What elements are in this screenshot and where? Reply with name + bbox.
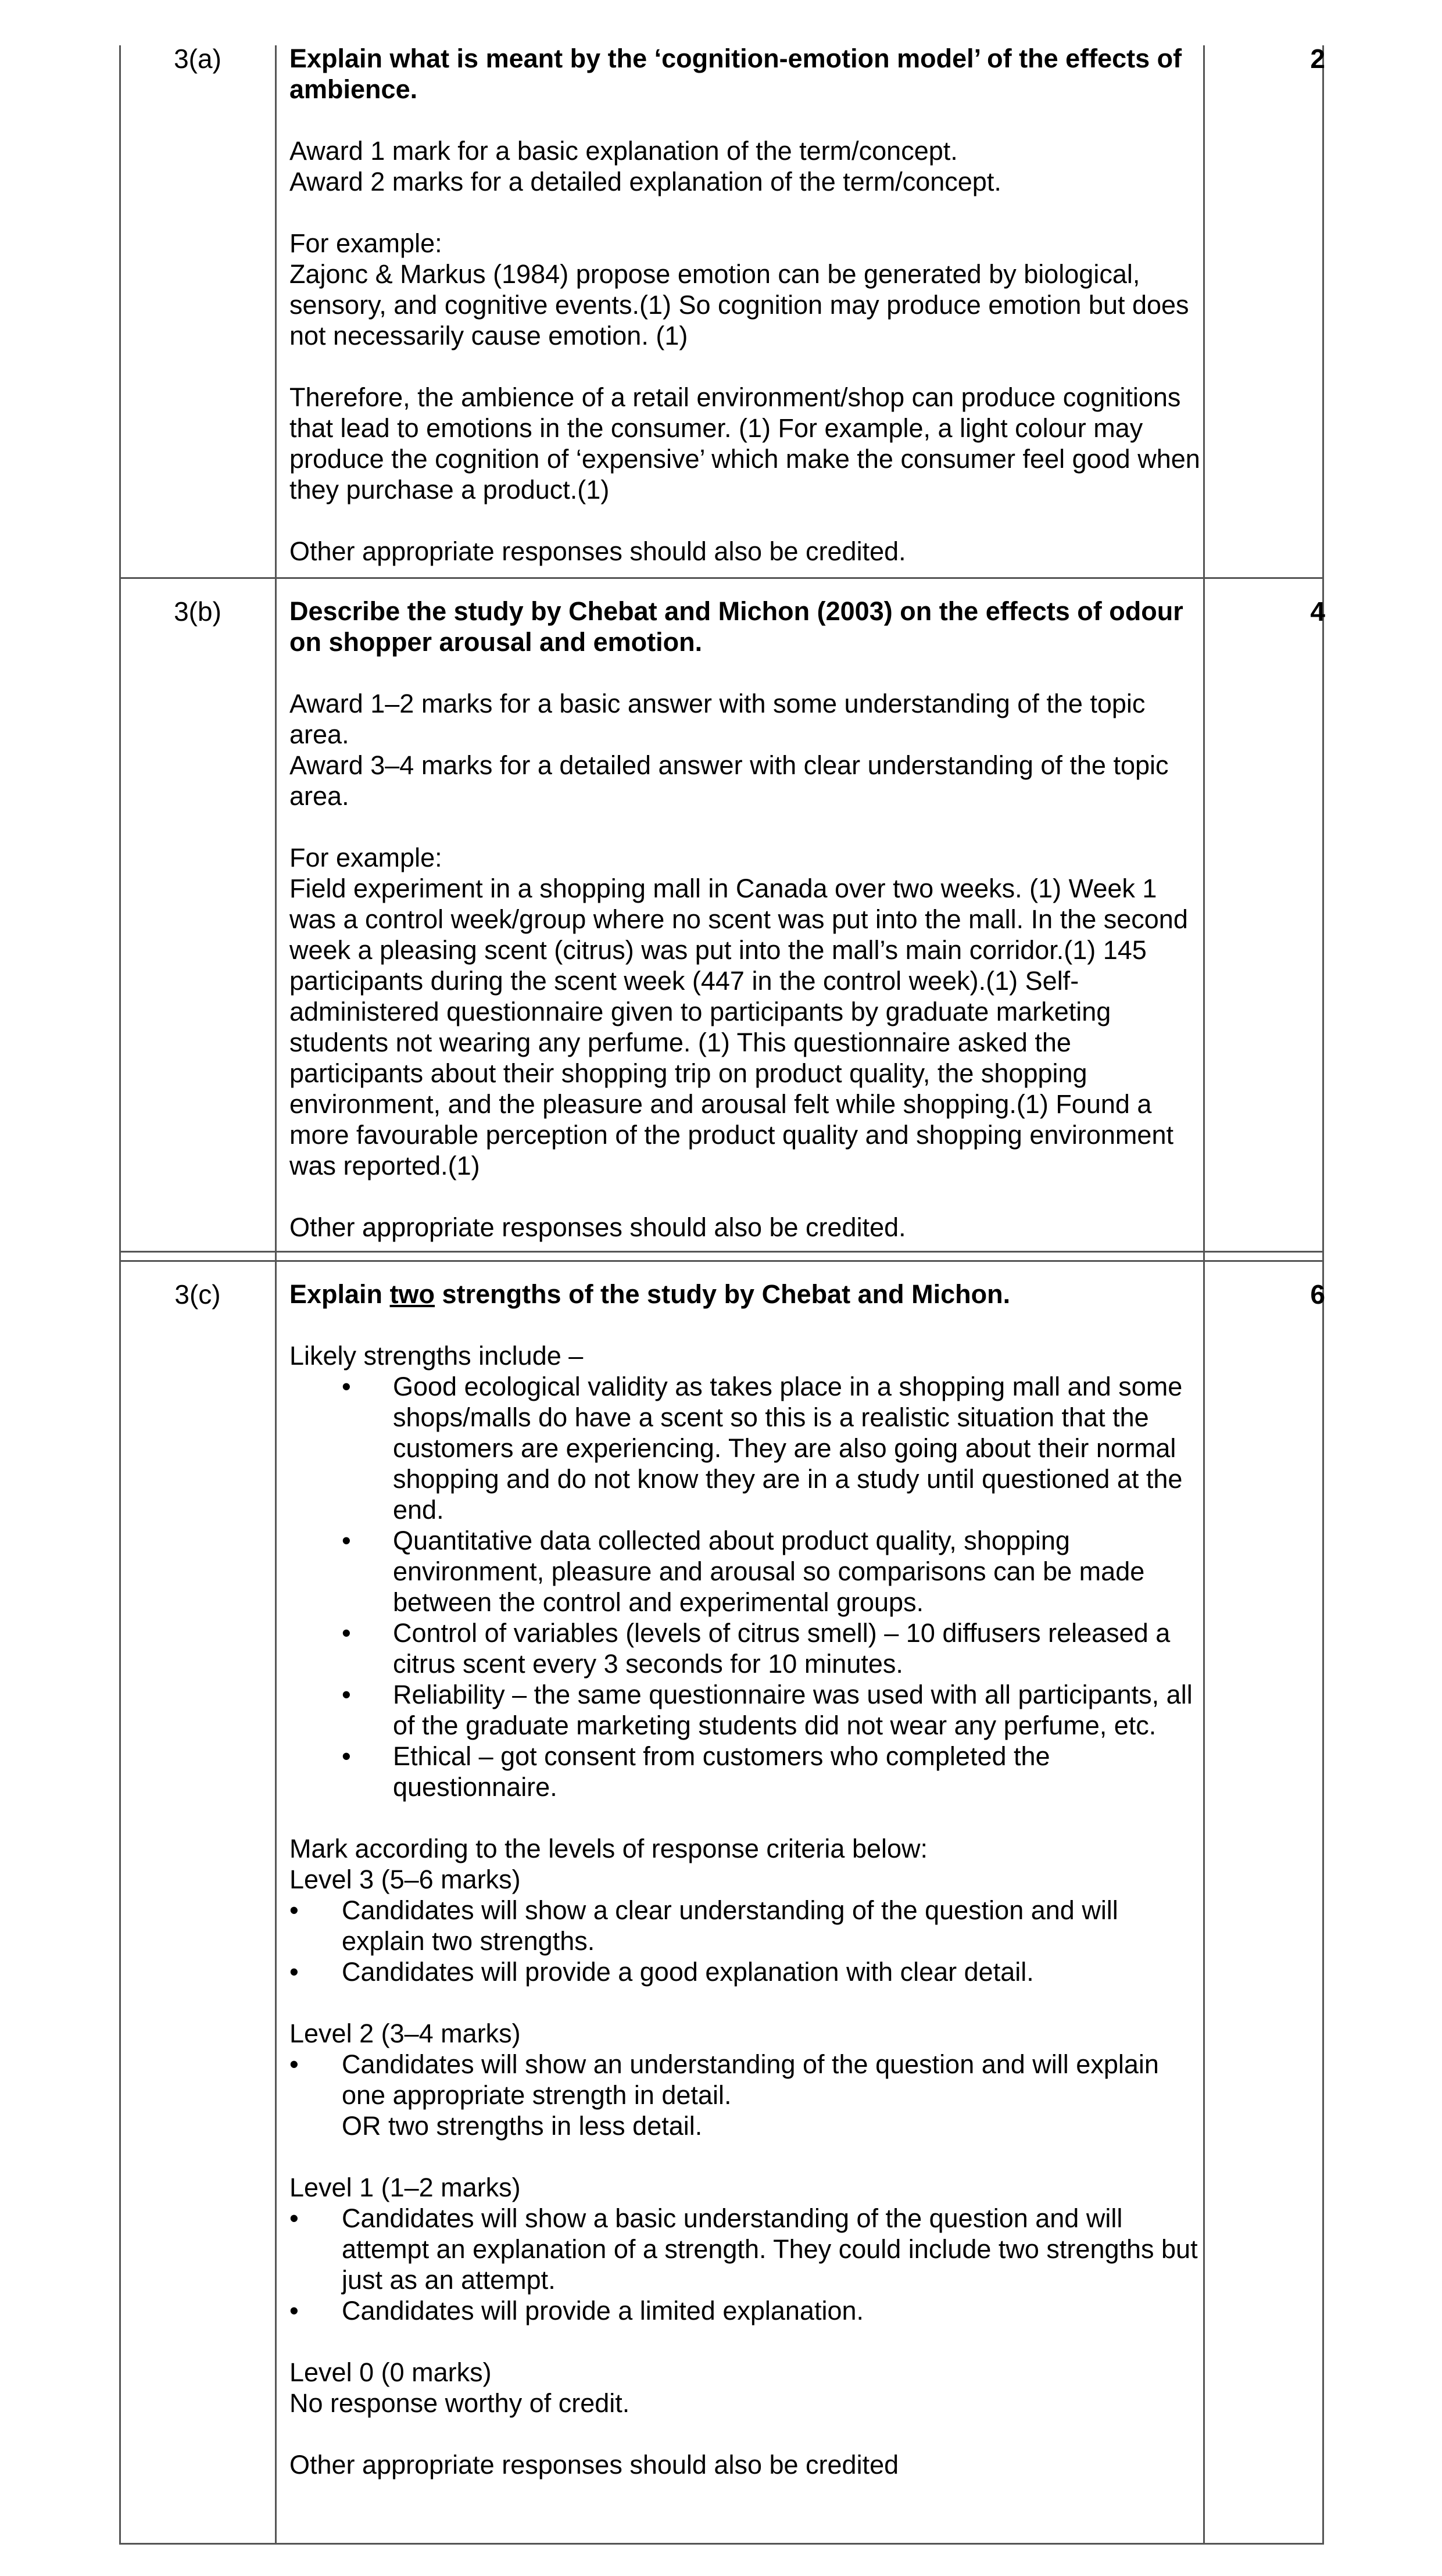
question-marks: 6 bbox=[1310, 1279, 1325, 1310]
list-item: • Good ecological validity as takes place in a shopping mall and some shops/malls do have a scent so this is a realistic situation that the customers are experiencing. They are also going about their normal shopping and do not know they are in a study until questioned at the end. bbox=[289, 1371, 1202, 1525]
list-item: • Candidates will provide a good explanation with clear detail. bbox=[289, 1956, 1202, 1987]
closing-note: Other appropriate responses should also be credited bbox=[289, 2450, 899, 2480]
example-text-continued: Therefore, the ambience of a retail environment/shop can produce cognitions that lead to emotions in the consumer. (1) For example, a light colour may produce the cognition of ‘expensive’ which make the consumer feel good when they purchase a product.(1) bbox=[289, 382, 1200, 505]
question-marks: 4 bbox=[1310, 596, 1325, 627]
list-item: • Quantitative data collected about product quality, shopping environment, pleasure and arousal so comparisons can be made between the control and experimental groups. bbox=[289, 1525, 1202, 1618]
list-item: • Ethical – got consent from customers who completed the questionnaire. bbox=[289, 1741, 1202, 1802]
row-divider-a-b bbox=[119, 577, 1324, 579]
example-text: Field experiment in a shopping mall in Canada over two weeks. (1) Week 1 was a control week/group where no scent was put into the mall. In the second week a pleasing scent (citrus) was put into the mall’s main corridor.(1) 145 participants during the scent week (447 in the control week).(1) Self-administered questionnaire given to participants by graduate marketing students not wearing any perfume. (1) This questionnaire asked the participants about their shopping trip on product quality, the shopping environment, and the pleasure and arousal felt while shopping.(1) Found a more favourable perception of the product quality and shopping environment was reported.(1) bbox=[289, 874, 1188, 1180]
list-item: • Candidates will show a basic understanding of the question and will attempt an explanation of a strength. They could include two strengths but just as an attempt. bbox=[289, 2203, 1202, 2295]
list-item: • Candidates will provide a limited explanation. bbox=[289, 2295, 1202, 2326]
question-number: 3(c) bbox=[174, 1279, 221, 1310]
question-text: Explain what is meant by the ‘cognition-emotion model’ of the effects of ambience. bbox=[289, 44, 1182, 104]
award-line: Award 1 mark for a basic explanation of the term/concept. bbox=[289, 136, 958, 166]
example-block bbox=[289, 228, 1202, 351]
example-heading: For example: bbox=[289, 843, 442, 872]
level-heading: Level 2 (3–4 marks) bbox=[289, 2019, 521, 2048]
award-line: Award 1–2 marks for a basic answer with some understanding of the topic area. bbox=[289, 689, 1146, 749]
level-heading: Level 0 (0 marks) bbox=[289, 2357, 492, 2387]
level-2-alternative: OR two strengths in less detail. bbox=[342, 2111, 703, 2141]
level-heading: Level 3 (5–6 marks) bbox=[289, 1865, 521, 1894]
answer-3a bbox=[289, 43, 1202, 567]
table-border-left bbox=[119, 45, 121, 2545]
answer-3b bbox=[289, 596, 1202, 1243]
level-1-criteria bbox=[289, 2203, 1202, 2326]
closing-note: Other appropriate responses should also be credited. bbox=[289, 1212, 906, 1242]
answer-3c bbox=[289, 1279, 1202, 2480]
row-divider-b-c-2 bbox=[119, 1260, 1324, 1262]
closing-note: Other appropriate responses should also be credited. bbox=[289, 536, 906, 566]
award-line: Award 2 marks for a detailed explanation of the term/concept. bbox=[289, 167, 1001, 196]
level-2-criteria bbox=[289, 2049, 1202, 2110]
table-border-bottom bbox=[119, 2543, 1324, 2545]
list-item: • Control of variables (levels of citrus smell) – 10 diffusers released a citrus scent every 3 seconds for 10 minutes. bbox=[289, 1618, 1202, 1679]
table-divider-marks bbox=[1203, 45, 1205, 2545]
question-number: 3(a) bbox=[174, 44, 221, 74]
level-0-block bbox=[289, 2357, 1202, 2418]
criteria-heading: Mark according to the levels of response criteria below: bbox=[289, 1834, 928, 1863]
question-marks: 2 bbox=[1310, 44, 1325, 74]
level-3-criteria bbox=[289, 1895, 1202, 1987]
question-emphasis: two bbox=[389, 1279, 435, 1309]
strengths-heading: Likely strengths include – bbox=[289, 1341, 584, 1371]
strengths-list bbox=[289, 1371, 1202, 1802]
question-number: 3(b) bbox=[174, 596, 221, 627]
example-text: Zajonc & Markus (1984) propose emotion can be generated by biological, sensory, and cognitive events.(1) So cognition may produce emotion but does not necessarily cause emotion. (1) bbox=[289, 259, 1189, 350]
example-heading: For example: bbox=[289, 228, 442, 258]
question-text: Describe the study by Chebat and Michon (2003) on the effects of odour on shopper arousal and emotion. bbox=[289, 596, 1183, 657]
list-item: • Reliability – the same questionnaire was used with all participants, all of the graduate marketing students did not wear any perfume, etc. bbox=[289, 1679, 1202, 1741]
question-text bbox=[289, 1279, 1202, 1310]
level-heading: Level 1 (1–2 marks) bbox=[289, 2173, 521, 2202]
example-block bbox=[289, 842, 1202, 1181]
question-text-end: strengths of the study by Chebat and Michon. bbox=[435, 1279, 1011, 1309]
level-0-text: No response worthy of credit. bbox=[289, 2388, 630, 2418]
row-divider-b-c-1 bbox=[119, 1251, 1324, 1253]
list-item: • Candidates will show a clear understanding of the question and will explain two strengths. bbox=[289, 1895, 1202, 1956]
award-criteria bbox=[289, 135, 1202, 197]
table-divider-number bbox=[275, 45, 277, 2545]
award-line: Award 3–4 marks for a detailed answer with clear understanding of the topic area. bbox=[289, 750, 1169, 811]
list-item: • Candidates will show an understanding of the question and will explain one appropriate strength in detail. bbox=[289, 2049, 1202, 2110]
question-text-start: Explain bbox=[289, 1279, 390, 1309]
award-criteria bbox=[289, 688, 1202, 811]
